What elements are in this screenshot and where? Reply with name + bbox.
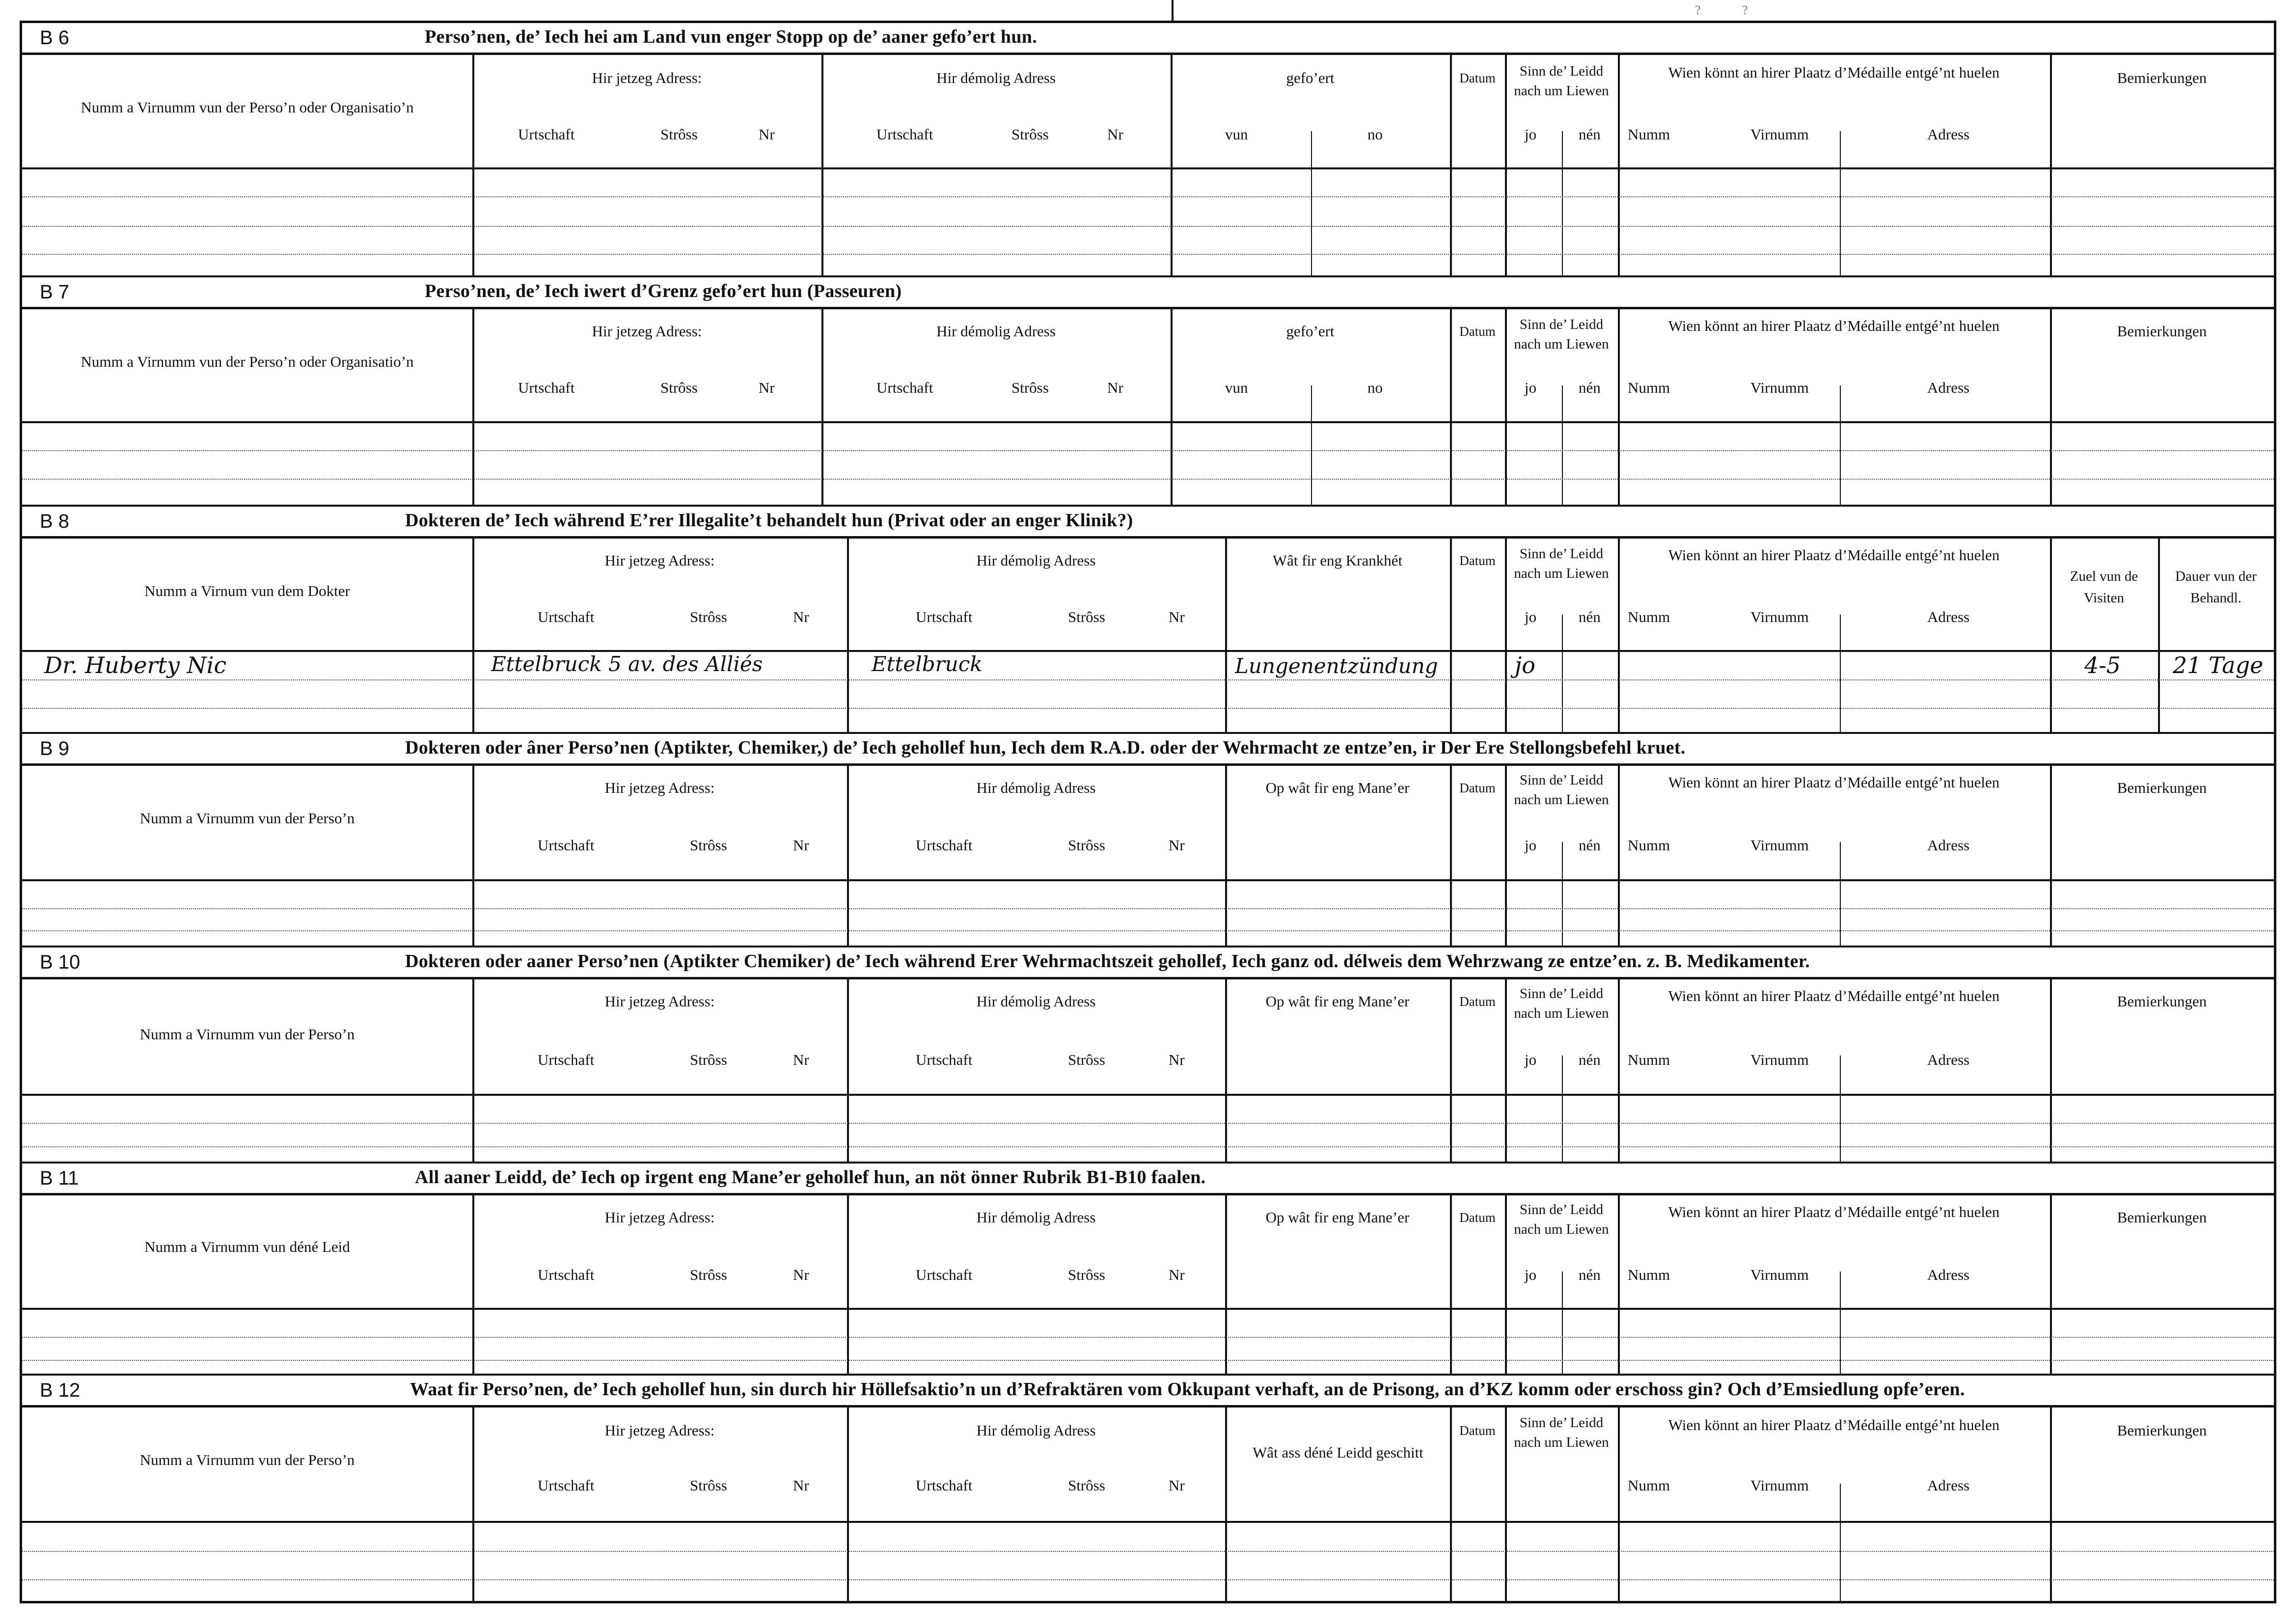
col-header-to: no bbox=[1367, 126, 1383, 143]
col-header-street: Strôss bbox=[1011, 379, 1049, 396]
header-bottom-line bbox=[22, 1308, 2274, 1310]
col-subline bbox=[1840, 1484, 1841, 1601]
col-header-town: Urtschaft bbox=[916, 1477, 973, 1494]
col-line bbox=[1505, 763, 1507, 947]
col-header-no: nén bbox=[1579, 608, 1601, 625]
col-header-remarks: Bemierkungen bbox=[2117, 69, 2207, 86]
col-header-addr-then: Hir démolig Adress bbox=[976, 993, 1096, 1010]
col-header-what-happened: Wât ass déné Leidd geschitt bbox=[1253, 1444, 1423, 1461]
handwritten-doctor-name: Dr. Huberty Nic bbox=[44, 652, 227, 678]
section-title-row bbox=[22, 277, 2274, 309]
col-header-firstname: Virnumm bbox=[1750, 837, 1809, 854]
entry-line bbox=[22, 226, 2274, 227]
col-line bbox=[1618, 53, 1620, 277]
col-header-address: Adress bbox=[1927, 608, 1970, 625]
handwritten-addr-now: Ettelbruck 5 av. des Alliés bbox=[491, 652, 763, 676]
section-b6 bbox=[22, 23, 2274, 277]
col-line bbox=[1505, 307, 1507, 507]
header-bottom-line bbox=[22, 167, 2274, 169]
section-title: All aaner Leidd, de’ Iech op irgent eng Mane’er gehollef hun, an nöt önner Rubrik B1-B10 faalen. bbox=[415, 1167, 1206, 1188]
col-header-no: nén bbox=[1579, 1266, 1601, 1283]
col-header-medal: Wien könnt an hirer Plaatz d’Médaille entgé’nt huelen bbox=[1668, 317, 2000, 334]
col-header-manner: Op wât fir eng Mane’er bbox=[1265, 1209, 1410, 1226]
col-header-visits: Zuel vun de Visiten bbox=[2070, 568, 2138, 606]
col-header-town: Urtschaft bbox=[538, 1266, 595, 1283]
col-header-nr: Nr bbox=[1169, 1051, 1185, 1068]
entry-line bbox=[22, 908, 2274, 909]
col-header-medal: Wien könnt an hirer Plaatz d’Médaille entgé’nt huelen bbox=[1668, 546, 2000, 564]
col-header-firstname: Virnumm bbox=[1750, 1051, 1809, 1068]
handwritten-illness: Lungenentzündung bbox=[1235, 654, 1438, 678]
col-header-date: Datum bbox=[1459, 324, 1496, 339]
col-header-address: Adress bbox=[1927, 379, 1970, 396]
page-mark: ? bbox=[1695, 3, 1701, 17]
col-header-street: Strôss bbox=[1068, 1051, 1105, 1068]
header-bottom-line bbox=[22, 1521, 2274, 1523]
col-header-firstname: Virnumm bbox=[1750, 608, 1809, 625]
entry-line bbox=[22, 196, 2274, 197]
col-header-town: Urtschaft bbox=[538, 608, 595, 625]
section-title-row bbox=[22, 23, 2274, 55]
col-header-firstname: Virnumm bbox=[1750, 126, 1809, 143]
col-header-nr: Nr bbox=[793, 837, 809, 854]
col-header-firstname: Virnumm bbox=[1750, 1477, 1809, 1494]
col-header-surname: Numm bbox=[1628, 1051, 1670, 1068]
col-header-town: Urtschaft bbox=[876, 379, 933, 396]
col-header-name: Numm a Virnumm vun der Perso’n bbox=[139, 1026, 355, 1043]
col-header-town: Urtschaft bbox=[916, 1051, 973, 1068]
entry-line bbox=[22, 708, 2274, 709]
col-header-address: Adress bbox=[1927, 1051, 1970, 1068]
entry-line bbox=[22, 1337, 2274, 1338]
section-title: Waat fir Perso’nen, de’ Iech gehollef hun, sin durch hir Höllefsaktio’n un d’Refraktären vom Okkupant verhaft, an de Prisong, an d’KZ komm oder erschoss gin? Och d’Emsiedlung opfe’eren. bbox=[410, 1379, 1965, 1400]
col-header-street: Strôss bbox=[660, 379, 698, 396]
col-header-town: Urtschaft bbox=[538, 837, 595, 854]
entry-line bbox=[22, 1146, 2274, 1147]
page-mark: ? bbox=[1742, 3, 1748, 17]
col-header-firstname: Virnumm bbox=[1750, 379, 1809, 396]
col-header-manner: Op wât fir eng Mane’er bbox=[1265, 993, 1410, 1010]
col-line bbox=[2158, 536, 2160, 734]
col-header-surname: Numm bbox=[1628, 608, 1670, 625]
section-code: B 11 bbox=[40, 1167, 79, 1189]
col-header-yes: jo bbox=[1525, 837, 1537, 854]
section-code: B 6 bbox=[40, 27, 70, 49]
col-header-date: Datum bbox=[1459, 71, 1496, 85]
col-header-alive: Sinn de’ Leidd nach um Liewen bbox=[1514, 317, 1609, 352]
col-header-nr: Nr bbox=[1169, 1266, 1185, 1283]
col-header-addr-now: Hir jetzeg Adress: bbox=[604, 779, 715, 796]
entry-line bbox=[22, 254, 2274, 255]
col-header-surname: Numm bbox=[1628, 126, 1670, 143]
col-line bbox=[1618, 763, 1620, 947]
col-header-no: nén bbox=[1579, 126, 1601, 143]
col-header-street: Strôss bbox=[690, 608, 727, 625]
col-header-nr: Nr bbox=[1107, 126, 1123, 143]
section-code: B 8 bbox=[40, 511, 70, 532]
col-header-medal: Wien könnt an hirer Plaatz d’Médaille entgé’nt huelen bbox=[1668, 774, 2000, 791]
col-header-street: Strôss bbox=[1068, 608, 1105, 625]
col-header-surname: Numm bbox=[1628, 379, 1670, 396]
col-header-addr-now: Hir jetzeg Adress: bbox=[604, 1209, 715, 1226]
col-subline bbox=[1311, 131, 1312, 277]
section-b8 bbox=[22, 507, 2274, 734]
col-subline bbox=[1840, 131, 1841, 277]
col-header-medal: Wien könnt an hirer Plaatz d’Médaille entgé’nt huelen bbox=[1668, 64, 2000, 81]
col-line bbox=[1618, 977, 1620, 1164]
entry-line bbox=[22, 1579, 2274, 1580]
col-header-nr: Nr bbox=[1169, 837, 1185, 854]
col-header-addr-now: Hir jetzeg Adress: bbox=[592, 323, 702, 340]
entry-line bbox=[22, 450, 2274, 451]
col-header-address: Adress bbox=[1927, 126, 1970, 143]
col-header-addr-then: Hir démolig Adress bbox=[976, 779, 1096, 796]
col-header-yes: jo bbox=[1525, 1051, 1537, 1068]
col-line bbox=[1618, 1405, 1620, 1601]
col-line bbox=[1505, 977, 1507, 1164]
col-line bbox=[2050, 536, 2052, 734]
col-line bbox=[1505, 1193, 1507, 1376]
header-bottom-line bbox=[22, 1094, 2274, 1096]
col-header-street: Strôss bbox=[1011, 126, 1049, 143]
col-header-town: Urtschaft bbox=[916, 1266, 973, 1283]
col-header-alive: Sinn de’ Leidd nach um Liewen bbox=[1514, 772, 1609, 808]
col-header-remarks: Bemierkungen bbox=[2117, 323, 2207, 340]
col-header-addr-then: Hir démolig Adress bbox=[976, 1209, 1096, 1226]
col-header-town: Urtschaft bbox=[518, 126, 575, 143]
section-code: B 12 bbox=[40, 1380, 81, 1401]
col-line bbox=[1225, 1405, 1227, 1601]
col-header-nr: Nr bbox=[759, 126, 775, 143]
col-header-town: Urtschaft bbox=[518, 379, 575, 396]
col-header-nr: Nr bbox=[1169, 1477, 1185, 1494]
col-header-nr: Nr bbox=[759, 379, 775, 396]
col-line bbox=[1505, 536, 1507, 734]
entry-line bbox=[22, 1360, 2274, 1361]
col-header-street: Strôss bbox=[690, 1051, 727, 1068]
col-header-date: Datum bbox=[1459, 781, 1496, 795]
col-header-to: no bbox=[1367, 379, 1383, 396]
col-header-address: Adress bbox=[1927, 1477, 1970, 1494]
col-header-duration: Dauer vun der Behandl. bbox=[2175, 568, 2257, 606]
col-header-illness: Wât fir eng Krankhét bbox=[1272, 552, 1403, 569]
col-header-name: Numm a Virnumm vun der Perso’n bbox=[139, 1451, 355, 1468]
col-header-medal: Wien könnt an hirer Plaatz d’Médaille entgé’nt huelen bbox=[1668, 1203, 2000, 1220]
col-subline bbox=[1562, 615, 1563, 734]
col-subline bbox=[1840, 615, 1841, 734]
col-subline bbox=[1840, 1056, 1841, 1164]
col-line bbox=[1505, 1405, 1507, 1601]
col-header-addr-now: Hir jetzeg Adress: bbox=[604, 993, 715, 1010]
entry-line bbox=[22, 1123, 2274, 1124]
col-subline bbox=[1840, 842, 1841, 947]
section-title: Dokteren oder aaner Perso’nen (Aptikter Chemiker) de’ Iech während Erer Wehrmachtszeit gehollef, Iech ganz od. délweis dem Wehrzwang ze entze’en. z. B. Medikamenter. bbox=[405, 951, 1810, 972]
col-header-addr-now: Hir jetzeg Adress: bbox=[592, 69, 702, 86]
entry-line bbox=[22, 930, 2274, 931]
col-header-medal: Wien könnt an hirer Plaatz d’Médaille entgé’nt huelen bbox=[1668, 987, 2000, 1004]
col-header-street: Strôss bbox=[660, 126, 698, 143]
col-header-street: Strôss bbox=[690, 837, 727, 854]
col-header-remarks: Bemierkungen bbox=[2117, 1422, 2207, 1439]
col-header-firstname: Virnumm bbox=[1750, 1266, 1809, 1283]
entry-line bbox=[22, 479, 2274, 480]
col-header-nr: Nr bbox=[793, 608, 809, 625]
section-code: B 9 bbox=[40, 738, 70, 759]
col-header-addr-then: Hir démolig Adress bbox=[936, 69, 1056, 86]
col-header-from: vun bbox=[1225, 379, 1248, 396]
col-header-town: Urtschaft bbox=[876, 126, 933, 143]
col-header-surname: Numm bbox=[1628, 837, 1670, 854]
section-b9 bbox=[22, 734, 2274, 947]
section-title: Dokteren oder âner Perso’nen (Aptikter, Chemiker,) de’ Iech gehollef hun, Iech dem R.A.D. oder der Wehrmacht ze entze’en, ir Der Ere Stellongsbefehl kruet. bbox=[405, 737, 1686, 758]
col-subline bbox=[1840, 385, 1841, 507]
col-header-alive: Sinn de’ Leidd nach um Liewen bbox=[1514, 1202, 1609, 1237]
col-subline bbox=[1562, 842, 1563, 947]
col-header-manner: Op wât fir eng Mane’er bbox=[1265, 779, 1410, 796]
col-header-remarks: Bemierkungen bbox=[2117, 1209, 2207, 1226]
section-b11 bbox=[22, 1164, 2274, 1376]
col-header-name: Numm a Virnumm vun der Perso’n bbox=[139, 810, 355, 827]
col-header-alive: Sinn de’ Leidd nach um Liewen bbox=[1514, 546, 1609, 581]
section-title: Perso’nen, de’ Iech hei am Land vun enger Stopp op de’ aaner gefo’ert hun. bbox=[425, 27, 1038, 47]
col-header-alive: Sinn de’ Leidd nach um Liewen bbox=[1514, 986, 1609, 1021]
col-header-street: Strôss bbox=[1068, 1477, 1105, 1494]
section-b12 bbox=[22, 1376, 2274, 1601]
col-header-surname: Numm bbox=[1628, 1266, 1670, 1283]
col-line bbox=[1618, 307, 1620, 507]
header-bottom-line bbox=[22, 650, 2274, 652]
col-header-addr-then: Hir démolig Adress bbox=[976, 552, 1096, 569]
col-header-transported: gefo’ert bbox=[1286, 69, 1335, 86]
col-header-nr: Nr bbox=[1169, 608, 1185, 625]
col-subline bbox=[1562, 385, 1563, 507]
col-header-nr: Nr bbox=[793, 1477, 809, 1494]
col-header-town: Urtschaft bbox=[916, 608, 973, 625]
col-header-date: Datum bbox=[1459, 1423, 1496, 1438]
col-subline bbox=[1311, 385, 1312, 507]
col-header-surname: Numm bbox=[1628, 1477, 1670, 1494]
handwritten-alive-yes: jo bbox=[1515, 652, 1535, 678]
col-line bbox=[1505, 53, 1507, 277]
col-subline bbox=[1562, 1056, 1563, 1164]
header-bottom-line bbox=[22, 421, 2274, 423]
section-title: Dokteren de’ Iech während E’rer Illegalite’t behandelt hun (Privat oder an enger Klinik?) bbox=[405, 510, 1133, 531]
col-header-nr: Nr bbox=[1107, 379, 1123, 396]
col-header-from: vun bbox=[1225, 126, 1248, 143]
col-header-no: nén bbox=[1579, 837, 1601, 854]
col-header-street: Strôss bbox=[1068, 1266, 1105, 1283]
section-title-row bbox=[22, 947, 2274, 979]
col-header-town: Urtschaft bbox=[538, 1477, 595, 1494]
col-header-nr: Nr bbox=[793, 1266, 809, 1283]
col-header-addr-then: Hir démolig Adress bbox=[976, 1422, 1096, 1439]
col-header-date: Datum bbox=[1459, 1210, 1496, 1225]
section-title-row bbox=[22, 1164, 2274, 1195]
col-header-street: Strôss bbox=[1068, 837, 1105, 854]
col-header-medal: Wien könnt an hirer Plaatz d’Médaille entgé’nt huelen bbox=[1668, 1416, 2000, 1434]
col-header-date: Datum bbox=[1459, 553, 1496, 568]
section-code: B 7 bbox=[40, 281, 70, 303]
col-header-no: nén bbox=[1579, 1051, 1601, 1068]
col-header-addr-now: Hir jetzeg Adress: bbox=[604, 1422, 715, 1439]
col-header-street: Strôss bbox=[690, 1477, 727, 1494]
col-header-yes: jo bbox=[1525, 1266, 1537, 1283]
col-header-name: Numm a Virnumm vun der Perso’n oder Organisatio’n bbox=[81, 353, 414, 370]
col-header-nr: Nr bbox=[793, 1051, 809, 1068]
col-header-name: Numm a Virnumm vun der Perso’n oder Organisatio’n bbox=[81, 99, 414, 116]
col-header-yes: jo bbox=[1525, 608, 1537, 625]
entry-line bbox=[22, 679, 2274, 680]
section-title-row bbox=[22, 734, 2274, 766]
col-line bbox=[1618, 536, 1620, 734]
col-header-remarks: Bemierkungen bbox=[2117, 993, 2207, 1010]
col-header-addr-now: Hir jetzeg Adress: bbox=[604, 552, 715, 569]
section-b7 bbox=[22, 277, 2274, 507]
col-header-name: Numm a Virnumm vun déné Leid bbox=[144, 1238, 350, 1255]
col-header-town: Urtschaft bbox=[538, 1051, 595, 1068]
col-header-date: Datum bbox=[1459, 994, 1496, 1009]
top-center-tick bbox=[1172, 0, 1174, 21]
col-header-no: nén bbox=[1579, 379, 1601, 396]
col-line bbox=[1618, 1193, 1620, 1376]
col-header-street: Strôss bbox=[690, 1266, 727, 1283]
section-code: B 10 bbox=[40, 951, 81, 973]
col-header-town: Urtschaft bbox=[916, 837, 973, 854]
col-header-alive: Sinn de’ Leidd nach um Liewen bbox=[1514, 1415, 1609, 1450]
section-b10 bbox=[22, 947, 2274, 1164]
col-header-name: Numm a Virnum vun dem Dokter bbox=[144, 582, 350, 599]
entry-line bbox=[22, 1551, 2274, 1552]
section-title-row bbox=[22, 1376, 2274, 1407]
col-header-address: Adress bbox=[1927, 1266, 1970, 1283]
col-header-yes: jo bbox=[1525, 126, 1537, 143]
header-bottom-line bbox=[22, 879, 2274, 881]
col-header-yes: jo bbox=[1525, 379, 1537, 396]
col-subline bbox=[1562, 131, 1563, 277]
col-header-remarks: Bemierkungen bbox=[2117, 779, 2207, 796]
section-title: Perso’nen, de’ Iech iwert d’Grenz gefo’ert hun (Passeuren) bbox=[425, 281, 902, 301]
col-header-transported: gefo’ert bbox=[1286, 323, 1335, 340]
col-header-address: Adress bbox=[1927, 837, 1970, 854]
handwritten-visits: 4-5 bbox=[2084, 652, 2121, 678]
handwritten-addr-then: Ettelbruck bbox=[872, 652, 983, 676]
handwritten-duration: 21 Tage bbox=[2173, 652, 2264, 678]
col-header-addr-then: Hir démolig Adress bbox=[936, 323, 1056, 340]
col-header-alive: Sinn de’ Leidd nach um Liewen bbox=[1514, 63, 1609, 99]
section-title-row bbox=[22, 507, 2274, 539]
